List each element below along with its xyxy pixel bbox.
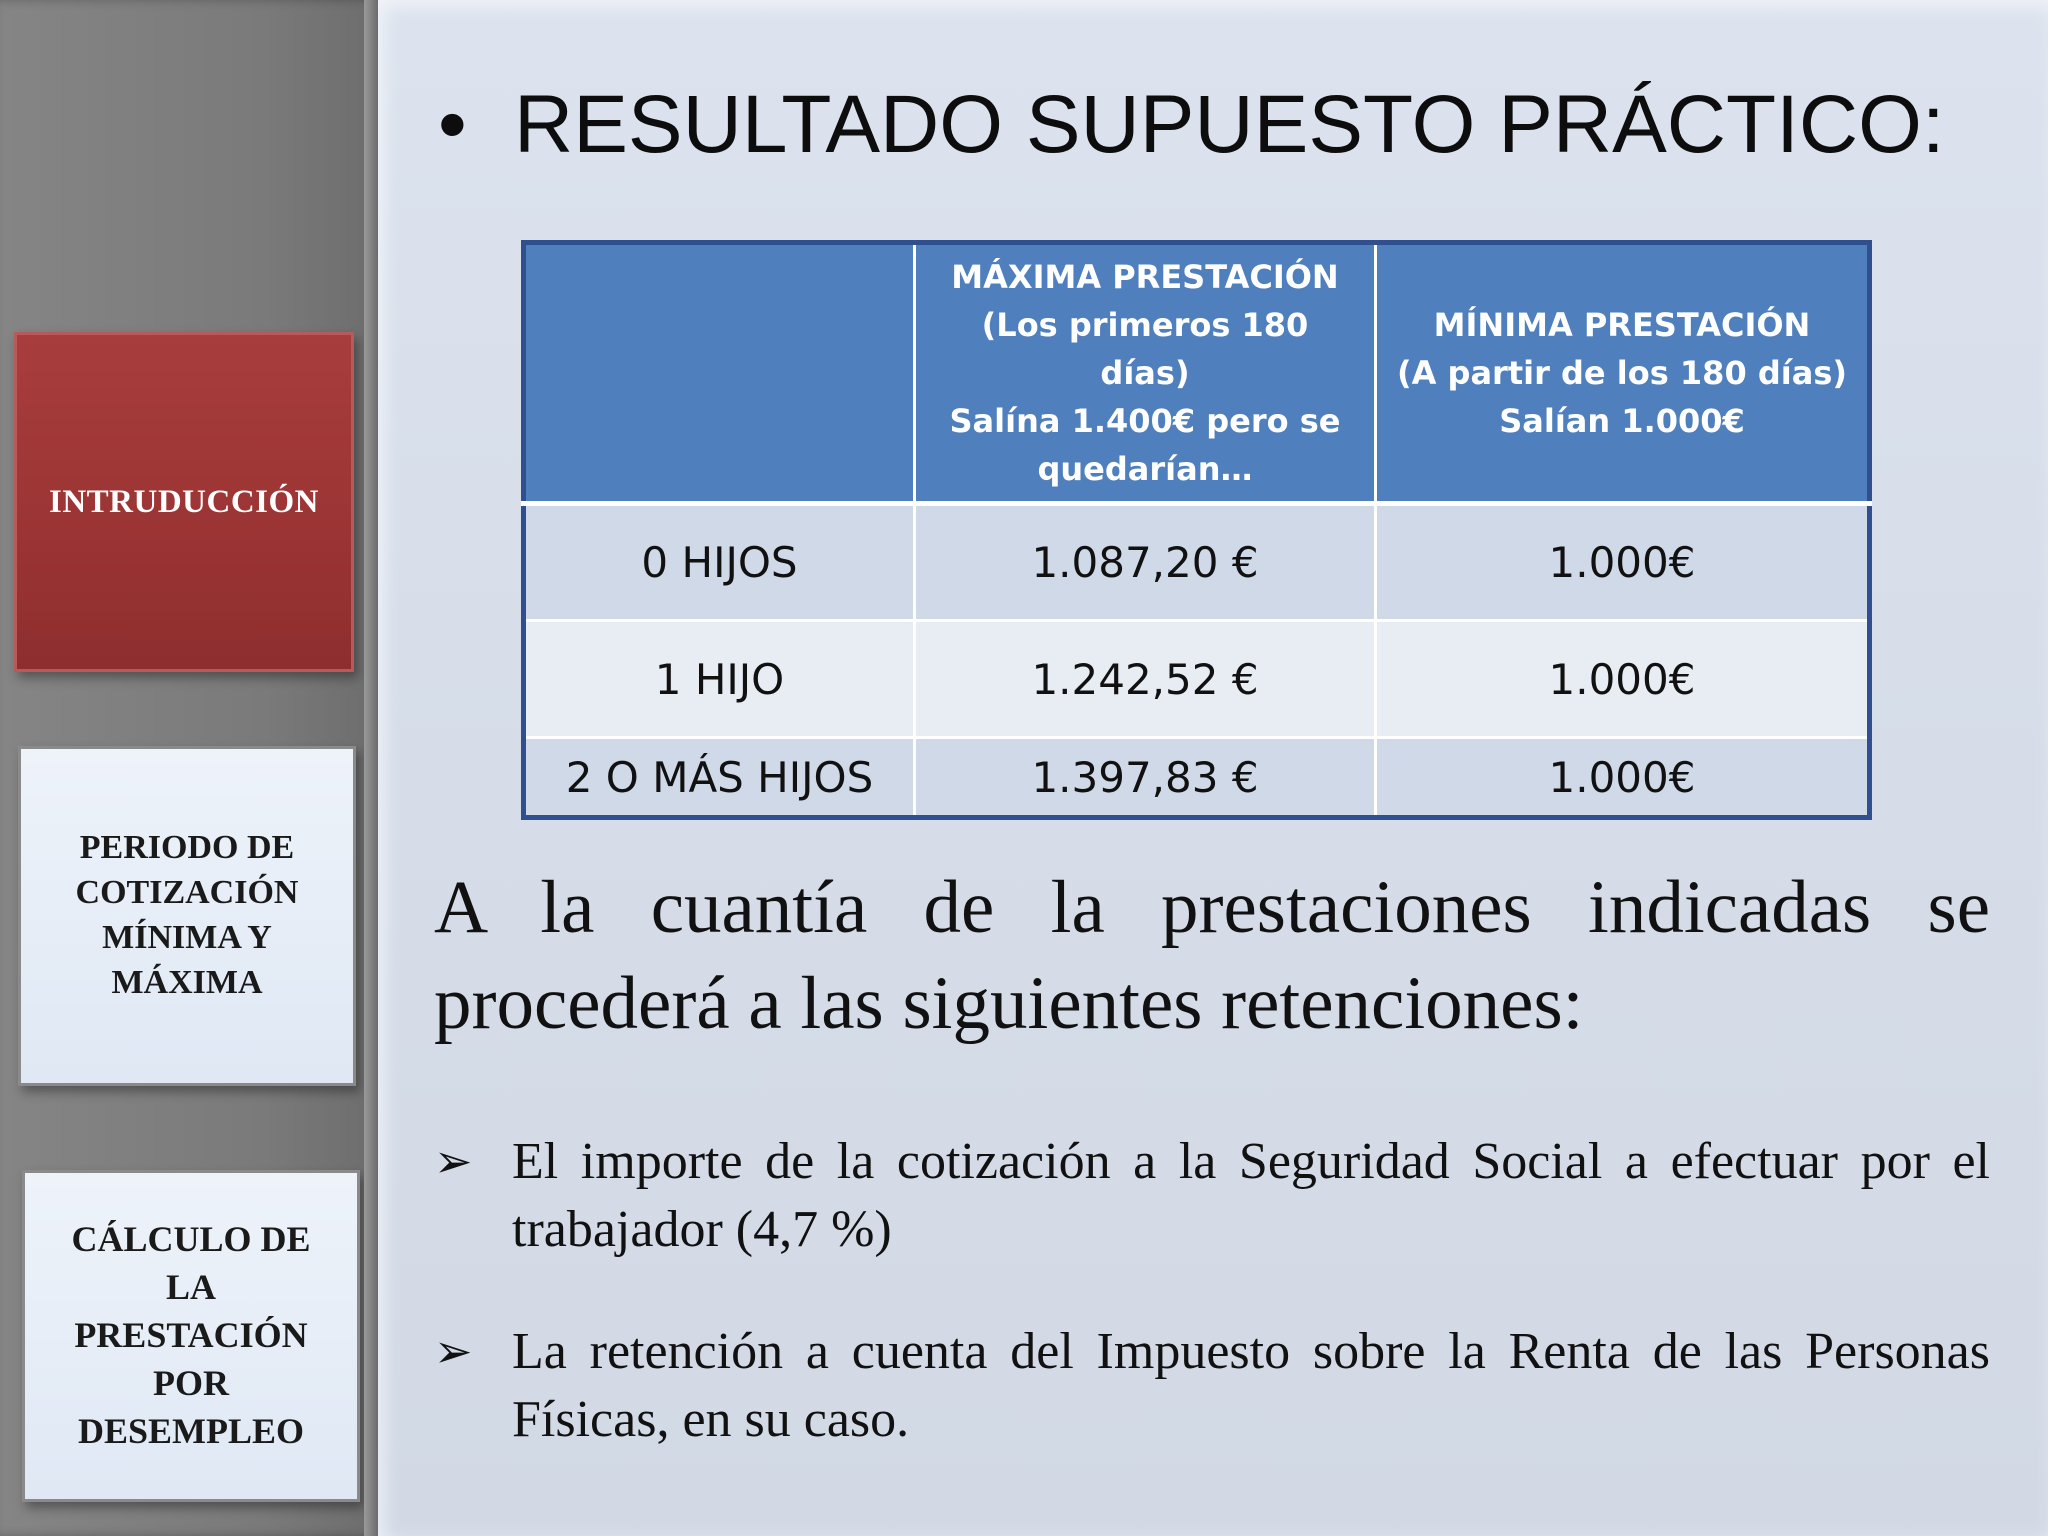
table-header-cell — [524, 243, 915, 504]
slide-title — [438, 78, 1998, 172]
sidebar — [0, 0, 378, 1536]
table-cell: 1 HIJO — [524, 621, 915, 738]
table-cell: 2 O MÁS HIJOS — [524, 738, 915, 818]
table-cell: 1.397,83 € — [915, 738, 1376, 818]
results-table — [521, 240, 1872, 820]
table-cell: 1.242,52 € — [915, 621, 1376, 738]
list-item — [434, 1318, 1990, 1454]
slide-title-text: RESULTADO SUPUESTO PRÁCTICO: — [514, 79, 1945, 170]
table-cell: 1.087,20 € — [915, 504, 1376, 621]
table-cell: 1.000€ — [1376, 738, 1870, 818]
table-header-cell — [915, 243, 1376, 504]
table-row — [524, 621, 1870, 738]
table-row — [524, 738, 1870, 818]
nav-button-periodo-cotizacion[interactable] — [18, 746, 356, 1086]
nav-button-calculo-prestacion[interactable] — [22, 1170, 360, 1502]
table-row — [524, 504, 1870, 621]
list-item — [434, 1128, 1990, 1264]
nav-label: PERIODO DE COTIZACIÓN MÍNIMA Y MÁXIMA — [75, 829, 299, 1001]
nav-label: CÁLCULO DE LA PRESTACIÓN POR DESEMPLEO — [71, 1219, 311, 1451]
header-max-text: MÁXIMA PRESTACIÓN (Los primeros 180 días) Salína 1.400€ pero se quedarían… — [949, 258, 1341, 488]
retention-list — [434, 1128, 1990, 1508]
list-item-text: La retención a cuenta del Impuesto sobre la Renta de las Personas Físicas, en su caso. — [512, 1323, 1990, 1448]
table-cell: 0 HIJOS — [524, 504, 915, 621]
arrow-bullet-icon: ➢ — [434, 1326, 473, 1377]
retention-paragraph: A la cuantía de la prestaciones indicadas se procederá a las siguientes retenciones: — [434, 866, 1990, 1045]
header-min-text: MÍNIMA PRESTACIÓN (A partir de los 180 días) Salían 1.000€ — [1397, 306, 1847, 440]
list-item-text: El importe de la cotización a la Seguridad Social a efectuar por el trabajador (4,7 %) — [512, 1133, 1990, 1258]
slide-content — [378, 0, 2048, 1536]
nav-label: INTRUDUCCIÓN — [48, 483, 320, 520]
nav-button-introduccion[interactable] — [14, 332, 354, 672]
table-header-cell — [1376, 243, 1870, 504]
bullet-icon: • — [438, 79, 467, 170]
table-cell: 1.000€ — [1376, 621, 1870, 738]
arrow-bullet-icon: ➢ — [434, 1136, 473, 1187]
table-cell: 1.000€ — [1376, 504, 1870, 621]
